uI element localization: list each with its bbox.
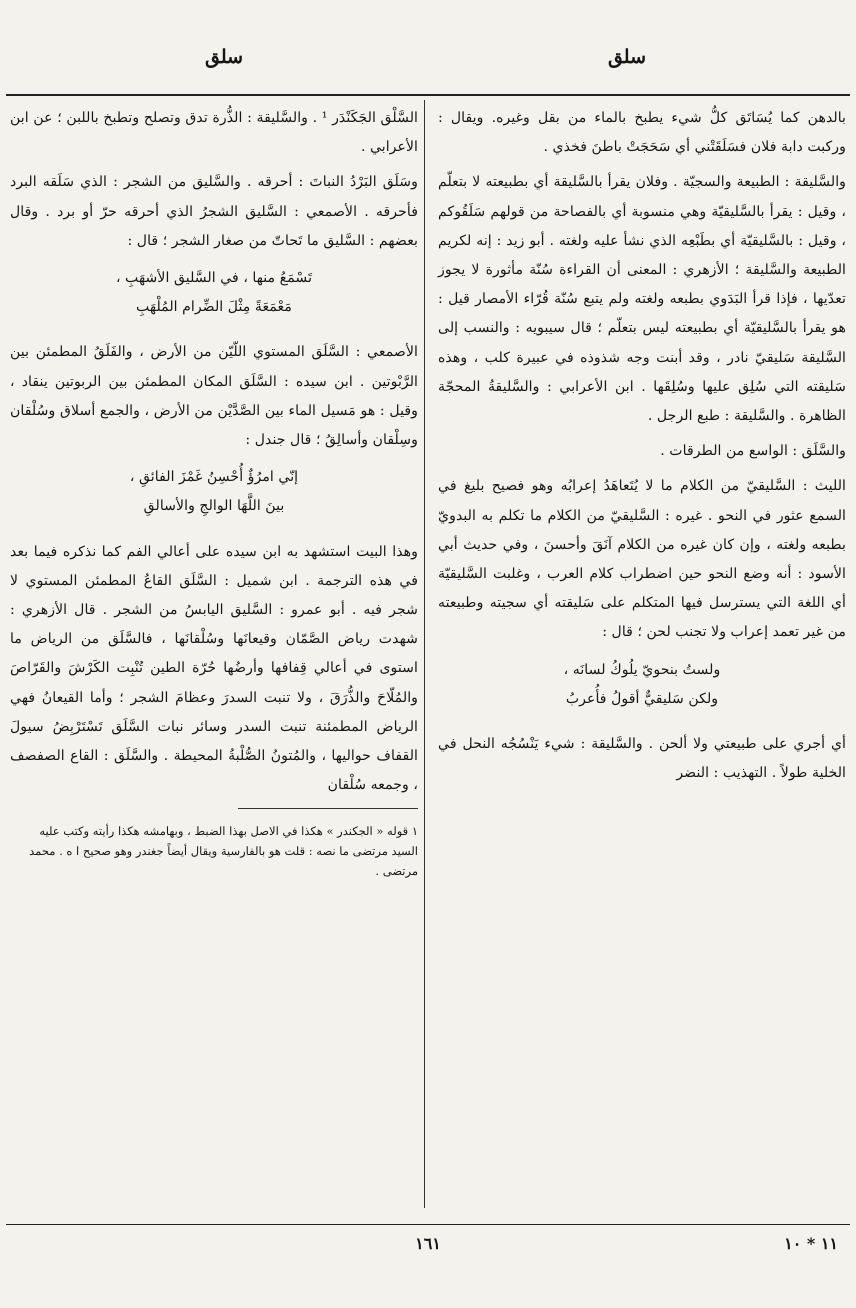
left-verse-2 <box>10 463 418 521</box>
left-paragraph-3: الأصمعي : السَّلَق المستوي اللّيّن من الأرض ، والفَلَقُ المطمئن بين الرَّبْوتين . ابن سيده : السَّلَق المكان المطمئن بين الربوتين ينقاد ، وقيل : هو مَسيل الماء بين الصَّدَّيْن من الأرض ، والجمع أسلاق وسُلْقان وسِلْقان وأسالِقُ ؛ قال جندل : <box>10 344 418 449</box>
footnote-rule <box>238 808 418 809</box>
right-closing-paragraph: أي أجري على طبيعتي ولا ألحن . والسَّليقة : شيء يَنْسُجُه النحل في الخلية طولاً . التهذيب : النضر <box>438 736 846 782</box>
page-number: ١٦١ <box>415 1234 441 1253</box>
header-rule <box>6 94 850 96</box>
left-paragraph-1: السَّلْق الجَكَنْدَر ¹ . والسَّليقة : الذُّرة تدق وتصلح وتطبخ باللبن ؛ عن ابن الأعرابي . <box>10 110 418 156</box>
left-verse-2-line-2: بينَ اللَّهَا الوالجِ والأسالقِ <box>143 498 285 515</box>
right-paragraph-3: والسَّلَق : الواسع من الطرقات . <box>660 443 846 460</box>
right-paragraph-1: بالدهن كما يُسَاتَق كلُّ شيء يطبخ بالماء من بقل وغيره. ويقال : وركبت دابة فلان فسَلَقَتْني أي سَحَجَتْ باطنَ فخذي . <box>438 110 846 156</box>
left-verse-1-line-1: تَسْمَعُ منها ، في السَّليق الأشهَبِ ، <box>115 270 313 287</box>
left-column <box>10 104 418 892</box>
footnote: ١ قوله « الجكندر » هكذا في الاصل بهذا الضبط ، وبهامشه هكذا رأيته وكتب عليه السيد مرتضى ما نصه : قلت هو بالفارسية ويقال أيضاً جغندر وهو صحيح ا ه . محمد مرتضى . <box>29 823 418 878</box>
left-verse-1-line-2: مَعْمَعَةً مِثْلَ الضِّرام المُلْهَبِ <box>135 299 292 316</box>
right-paragraph-4: الليث : السَّليقيّ من الكلام ما لا يُتَعاهَدُ إعرابُه وهو فصيح بليغ في السمع عثور في النحو . غيره : السَّليقيّ من الكلام ما تكلم به البدويّ بطبعه ولغته ، وإن كان غيره من الكلام آنَقَ وأحسنَ ، وفي حديث أبي الأسود : أنه وضع النحو حين اضطراب كلام العرب ، وغلبت السَّليقيّة أي اللغة التي يسترسل فيها المتكلم على سَليقته أي سجيته وطبيعته من غير تعمد إعراب ولا تجنب لحن ؛ قال : <box>438 478 846 641</box>
footer-rule <box>6 1224 850 1225</box>
right-verse-line-1: ولستُ بنحويّ يلُوكُ لسانَه ، <box>563 661 721 678</box>
left-verse-2-line-1: إنّي امرُؤٌ أُحْسِنُ غَمْزَ الفائقِ ، <box>129 469 299 486</box>
left-verse-1 <box>10 264 418 322</box>
signature-mark: ١١ * ١٠ <box>784 1234 838 1253</box>
left-paragraph-4: وهذا البيت استشهد به ابن سيده على أعالي الفم كما نذكره فيما بعد في هذه الترجمة . ابن شميل : السَّلَق القاعُ المطمئن المستوي لا شجر فيه . أبو عمرو : السَّليق اليابسُ من الشجر . قال الأزهري : شهدت رياض الصَّمّان وقيعانَها وسُلْقانَها ، فالسَّلَق من الرياض ما استوى في أعالي قِفافها وأرضُها حُرّة الطين تُنْبِت الكَرْشَ والقَرّاصَ والمُلّاحَ والذُّرَقَ ، ولا تنبت السدرَ وعظامَ الشجر ؛ وأما القيعانُ فهي الرياض المطمئنة تنبت السدر وسائر نبات السَّلَق تَسْتَرْبِضُ سيولَ القفاف حواليها ، والمُتونُ الصُّلْبةُ المحيطة . والسَّلَق : القاع الصفصف ، وجمعه سُلْقان <box>10 543 418 794</box>
right-column <box>438 104 846 794</box>
right-verse-line-2: ولكن سَليقيٌّ أقولُ فأُعربُ <box>565 690 719 707</box>
header-word-right: سلق <box>607 46 646 68</box>
right-verse <box>438 656 846 714</box>
column-divider <box>424 100 425 1208</box>
left-paragraph-2: وسَلَق البَرْدُ النباتَ : أحرقه . والسَّليق من الشجر : الذي سَلَقه البرد فأحرقه . الأصمعي : السَّليق الشجرُ الذي أحرقه حرّ أو برد . وقال بعضهم : السَّليق ما تَحاتّ من صغار الشجر ؛ قال : <box>10 174 418 249</box>
header-word-left: سلق <box>205 46 244 68</box>
right-paragraph-2: والسَّليقة : الطبيعة والسجيّة . وفلان يقرأ بالسَّليقة أي بطبيعته لا بتعلّم ، وقيل : يقرأ بالسَّليقيّة وهي منسوبة أي بالفصاحة من قولهم سَلَقُوكم ، وقيل : بالسَّليقيّة أي بطَبْعِه الذي نشأ عليه ولغته . أبو زيد : إنه لكريم الطبيعة والسَّليقة ؛ الأزهري : المعنى أن القراءة سُنّة مأثورة لا يجوز تعدّيها ، فإذا قرأ البَدَوي بطبعه ولغته ولم يتبع سُنّة قُرّاء الأمصار قيل : هو يقرأ بالسَّليقيّة أي بطبيعته ليس بتعلّم ؛ قال سيبويه : والنسب إلى السَّليقة سَليقيّ نادر ، وقد أبنت وجه شذوذه في عبيرة كلب ، وهذه سَليقته التي سُلِق عليها وسُلِقَها . ابن الأعرابي : والسَّليقةُ المحجّة الظاهرة . والسَّليقة : طبع الرجل . <box>438 174 846 425</box>
